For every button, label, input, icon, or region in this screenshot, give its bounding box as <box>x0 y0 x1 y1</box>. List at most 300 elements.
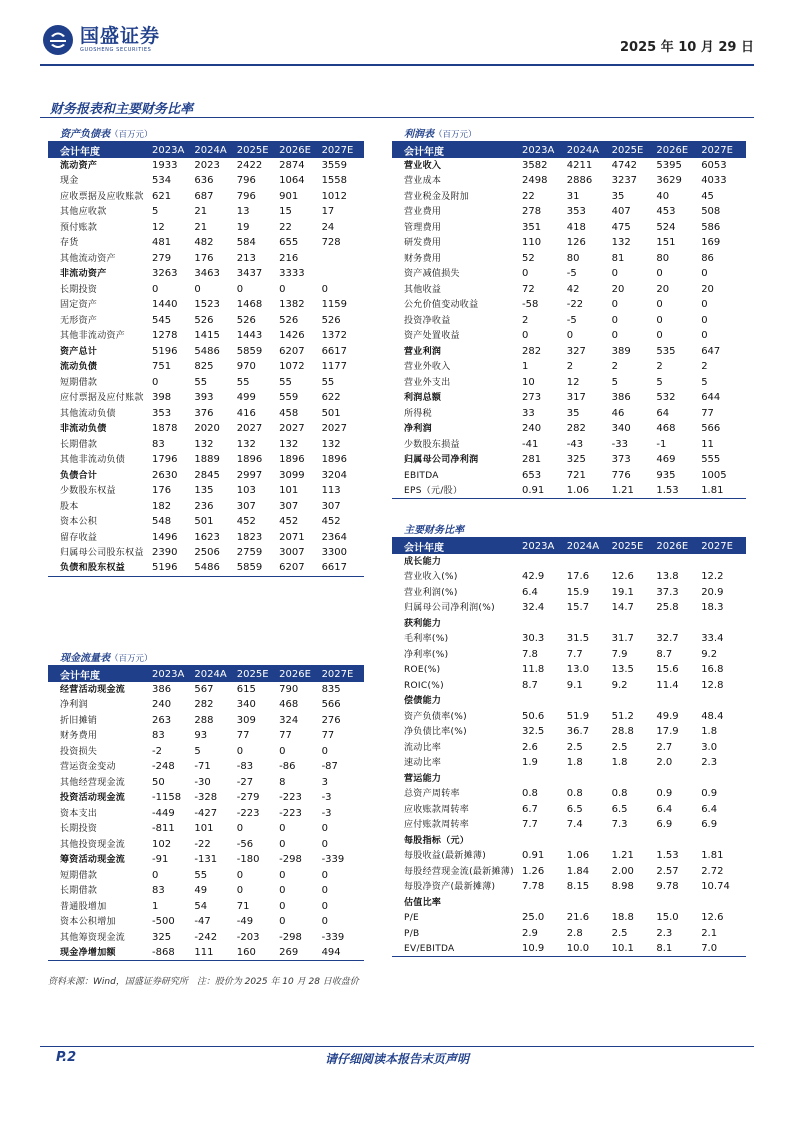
row-label: 长期投资 <box>60 284 98 295</box>
row-value: 77 <box>236 730 250 742</box>
row-value: 3437 <box>236 268 263 280</box>
row-label: 资本公积增加 <box>60 917 116 928</box>
row-value: 72 <box>522 283 535 295</box>
row-value: 240 <box>152 699 172 711</box>
row-label: 短期借款 <box>60 870 98 881</box>
row-value: 0 <box>279 283 286 295</box>
table-row <box>392 616 746 632</box>
row-value: 176 <box>152 485 172 497</box>
row-label: 无形资产 <box>60 315 98 326</box>
row-value: 567 <box>194 683 214 695</box>
header-year: 2027E <box>701 540 733 552</box>
row-value: 176 <box>194 252 214 264</box>
row-value: 418 <box>566 221 586 233</box>
row-value: 526 <box>194 314 214 326</box>
row-value: 534 <box>152 175 172 187</box>
table-row <box>392 313 746 329</box>
footer-divider <box>40 1046 754 1047</box>
income-statement-table <box>392 128 746 499</box>
row-value: 0 <box>152 283 159 295</box>
row-value: 7.9 <box>611 648 628 660</box>
row-label: 应收账款周转率 <box>404 804 470 815</box>
header-label: 会计年度 <box>404 542 444 554</box>
row-value: 393 <box>194 392 214 404</box>
row-value: 6.5 <box>566 803 583 815</box>
header-label: 会计年度 <box>404 146 444 158</box>
row-value: 278 <box>522 206 542 218</box>
row-value: 32.5 <box>522 726 545 738</box>
row-value: 532 <box>656 392 676 404</box>
row-value: -427 <box>194 807 218 819</box>
row-value: 2.00 <box>611 865 634 877</box>
row-value: -449 <box>152 807 175 819</box>
row-value: 71 <box>236 900 250 912</box>
row-value: 0 <box>321 745 328 757</box>
row-value: 2.3 <box>656 927 673 939</box>
header-year: 2023A <box>152 668 185 680</box>
row-value: 0 <box>321 283 328 295</box>
row-value: -22 <box>566 299 584 311</box>
row-value: 33.4 <box>701 633 724 645</box>
row-value: 5859 <box>236 345 263 357</box>
row-value: -223 <box>236 807 260 819</box>
table-row <box>392 220 746 236</box>
table-row <box>392 484 746 500</box>
row-value: 3.0 <box>701 741 718 753</box>
row-value: 77 <box>279 730 292 742</box>
row-value: -339 <box>321 854 345 866</box>
row-value: 5486 <box>194 562 220 574</box>
row-value: -3 <box>321 807 332 819</box>
row-value: 0 <box>279 900 286 912</box>
row-label: P/E <box>404 913 420 924</box>
table-row <box>392 329 746 345</box>
row-value: 4211 <box>566 159 593 171</box>
row-value: 236 <box>194 500 214 512</box>
row-value: -91 <box>152 854 169 866</box>
row-value: -49 <box>236 916 254 928</box>
row-label: 利润总额 <box>404 393 442 404</box>
row-value: 325 <box>152 931 172 943</box>
table-row <box>48 158 364 174</box>
row-value: 1468 <box>236 299 263 311</box>
row-value: 0 <box>321 823 328 835</box>
row-value: 647 <box>701 345 721 357</box>
row-value: 21.6 <box>566 912 590 924</box>
table-row <box>392 570 746 586</box>
report-date: 2025 年 10 月 29 日 <box>620 40 754 55</box>
row-value: 2.0 <box>656 757 673 769</box>
row-value: 2.7 <box>656 741 673 753</box>
row-value: 42 <box>566 283 580 295</box>
row-value: 77 <box>321 730 335 742</box>
row-value: 13.8 <box>656 571 679 583</box>
row-value: 559 <box>279 392 299 404</box>
row-value: 6053 <box>701 159 727 171</box>
row-value: 5 <box>656 376 663 388</box>
table-row <box>392 360 746 376</box>
row-label: 投资净收益 <box>404 315 451 326</box>
row-label: 总资产周转率 <box>404 789 460 800</box>
row-value: 469 <box>656 454 676 466</box>
table-row <box>48 189 364 205</box>
row-value: 2422 <box>236 159 263 171</box>
row-value: 2.5 <box>566 741 583 753</box>
row-value: 132 <box>279 438 299 450</box>
row-value: 35 <box>566 407 580 419</box>
row-value: 0 <box>152 376 159 388</box>
row-value: 1382 <box>279 299 305 311</box>
row-value: 0 <box>611 268 618 280</box>
row-value: 8.7 <box>522 679 538 691</box>
row-value: 7.8 <box>522 648 538 660</box>
row-value: 545 <box>152 314 172 326</box>
row-value: 20 <box>701 283 714 295</box>
row-value: 35 <box>611 190 625 202</box>
row-value: 307 <box>279 500 299 512</box>
row-value: 524 <box>656 221 676 233</box>
row-value: 282 <box>194 699 214 711</box>
row-value: 452 <box>321 516 341 528</box>
row-label: 资本公积 <box>60 517 98 528</box>
row-value: 1.06 <box>566 484 590 496</box>
table-row <box>48 422 364 438</box>
row-value: 37.3 <box>656 586 679 598</box>
row-value: 2.1 <box>701 927 718 939</box>
table-row <box>392 880 746 896</box>
row-label: 营业利润 <box>404 346 442 357</box>
row-value: 0 <box>522 268 529 280</box>
table-row <box>392 818 746 834</box>
row-value: 281 <box>522 454 542 466</box>
row-value: 501 <box>194 516 214 528</box>
row-value: 482 <box>194 237 214 249</box>
header-year: 2026E <box>656 540 689 552</box>
row-value: 2 <box>566 361 574 373</box>
row-value: -3 <box>321 792 332 804</box>
table-row <box>392 647 746 663</box>
row-value: 25.8 <box>656 602 679 614</box>
header-year: 2026E <box>656 144 689 156</box>
table-row <box>392 236 746 252</box>
row-label: 其他筹资现金流 <box>60 932 126 943</box>
row-value: 51.2 <box>611 710 634 722</box>
row-value: 83 <box>152 885 165 897</box>
row-value: 3300 <box>321 547 348 559</box>
row-value: 2759 <box>236 547 263 559</box>
row-label: 折旧摊销 <box>60 715 98 726</box>
table-row <box>392 267 746 283</box>
row-value: 9.78 <box>656 881 679 893</box>
row-label: P/B <box>404 928 420 939</box>
row-value: 1889 <box>194 454 220 466</box>
row-value: 1415 <box>194 330 220 342</box>
row-value: 0 <box>279 869 286 881</box>
table-row <box>48 822 364 838</box>
row-value: 49 <box>194 885 208 897</box>
row-value: 20 <box>611 283 625 295</box>
row-value: 182 <box>152 500 172 512</box>
row-value: 6.4 <box>522 586 538 598</box>
row-value: 77 <box>701 407 714 419</box>
row-value: 15.7 <box>566 602 590 614</box>
section-title-text: 财务报表和主要财务比率 <box>50 102 194 117</box>
row-value: -248 <box>152 761 175 773</box>
row-value: 48.4 <box>701 710 724 722</box>
row-value: 327 <box>566 345 586 357</box>
row-label: 资本支出 <box>60 808 98 819</box>
row-value: 276 <box>321 714 341 726</box>
table-row <box>48 930 364 946</box>
row-label: 流动负债 <box>60 362 98 373</box>
row-value: -328 <box>194 792 218 804</box>
row-value: 22 <box>522 190 535 202</box>
table-row <box>48 853 364 869</box>
header-year: 2026E <box>279 144 311 156</box>
row-value: 30.3 <box>522 633 545 645</box>
row-value: 1440 <box>152 299 178 311</box>
row-value: -30 <box>194 776 211 788</box>
row-value: 2.5 <box>611 741 628 753</box>
row-label: 管理费用 <box>404 222 442 233</box>
row-value: 622 <box>321 392 341 404</box>
row-value: 373 <box>611 454 631 466</box>
company-logo <box>42 24 160 56</box>
row-value: 751 <box>152 361 172 373</box>
row-value: 776 <box>611 469 631 481</box>
row-value: 1.21 <box>611 850 634 862</box>
row-value: 0 <box>522 330 529 342</box>
row-label: 留存收益 <box>60 532 98 543</box>
row-value: 7.4 <box>566 819 583 831</box>
row-label: 负债合计 <box>60 470 98 481</box>
row-label: 其他收益 <box>404 284 442 295</box>
table-row <box>392 554 746 570</box>
header-year: 2024A <box>194 668 227 680</box>
row-value: 2.8 <box>566 927 583 939</box>
row-value: 2997 <box>236 469 263 481</box>
row-value: 3582 <box>522 159 548 171</box>
table-row <box>392 771 746 787</box>
row-value: 307 <box>321 500 341 512</box>
row-value: 240 <box>522 423 542 435</box>
row-label: 净利率(%) <box>404 649 449 660</box>
row-label: 其他非流动资产 <box>60 331 126 342</box>
row-value: 273 <box>522 392 542 404</box>
row-value: 0 <box>656 314 663 326</box>
row-value: 1 <box>522 361 529 373</box>
row-value: 2498 <box>522 175 548 187</box>
row-value: 468 <box>279 699 299 711</box>
row-value: 1.84 <box>566 865 590 877</box>
row-value: 1159 <box>321 299 348 311</box>
row-value: -58 <box>522 299 539 311</box>
row-value: 13 <box>236 206 250 218</box>
source-note: 资料来源：Wind，国盛证券研究所 注：股价为 2025 年 10 月 28 日收盘价 <box>48 977 359 987</box>
row-value: 1372 <box>321 330 348 342</box>
table-unit: （百万元） <box>110 130 153 140</box>
table-row <box>392 942 746 958</box>
row-value: 386 <box>611 392 631 404</box>
row-value: 3204 <box>321 469 348 481</box>
table-unit: （百万元） <box>110 654 153 664</box>
row-value: 2886 <box>566 175 593 187</box>
table-row <box>392 189 746 205</box>
row-value: 18.3 <box>701 602 724 614</box>
row-value: 8 <box>279 776 286 788</box>
row-value: 6617 <box>321 345 348 357</box>
row-value: 111 <box>194 946 214 958</box>
row-value: 2023 <box>194 159 220 171</box>
row-label: 短期借款 <box>60 377 98 388</box>
row-value: 102 <box>152 838 172 850</box>
row-label: EBITDA <box>404 470 439 481</box>
row-label: 营运资金变动 <box>60 762 116 773</box>
table-row <box>48 775 364 791</box>
row-value: 0 <box>611 330 618 342</box>
row-value: -43 <box>566 438 584 450</box>
header-year: 2025E <box>236 668 269 680</box>
row-value: 0 <box>279 916 286 928</box>
table-header-row <box>392 538 746 554</box>
row-label: EV/EBITDA <box>404 943 455 954</box>
row-value: 15.6 <box>656 664 679 676</box>
row-value: 566 <box>321 699 341 711</box>
row-value: 2.5 <box>611 927 628 939</box>
row-value: 728 <box>321 237 341 249</box>
row-value: 475 <box>611 221 631 233</box>
row-value: 325 <box>566 454 586 466</box>
row-value: 213 <box>236 252 256 264</box>
row-value: -1158 <box>152 792 182 804</box>
row-value: 10.9 <box>522 942 545 954</box>
table-row <box>48 729 364 745</box>
table-row <box>392 802 746 818</box>
row-label: ROIC(%) <box>404 680 444 691</box>
row-label: 少数股东权益 <box>60 486 116 497</box>
row-label: 营业利润(%) <box>404 587 458 598</box>
header-year: 2027E <box>701 144 733 156</box>
table-row <box>392 926 746 942</box>
header-year: 2025E <box>611 540 644 552</box>
table-row <box>392 391 746 407</box>
row-value: 2390 <box>152 547 178 559</box>
row-value: 0 <box>701 268 708 280</box>
table-row <box>48 682 364 698</box>
row-value: 101 <box>279 485 299 497</box>
row-value: 1796 <box>152 454 178 466</box>
row-value: 8.7 <box>656 648 673 660</box>
table-row <box>392 694 746 710</box>
row-value: 20 <box>656 283 670 295</box>
row-value: -71 <box>194 761 211 773</box>
table-row <box>392 709 746 725</box>
row-value: -339 <box>321 931 345 943</box>
row-value: 9.1 <box>566 679 583 691</box>
table-row <box>48 329 364 345</box>
table-row <box>392 632 746 648</box>
row-value: 566 <box>701 423 721 435</box>
row-value: 17.9 <box>656 726 679 738</box>
row-value: 132 <box>321 438 341 450</box>
row-value: 0.91 <box>522 850 545 862</box>
row-value: 11 <box>701 438 714 450</box>
row-value: 0 <box>279 885 286 897</box>
header-year: 2025E <box>611 144 644 156</box>
row-value: 0 <box>656 268 663 280</box>
row-value: 526 <box>279 314 299 326</box>
row-value: 0 <box>656 299 663 311</box>
row-value: -33 <box>611 438 628 450</box>
row-value: 10.0 <box>566 942 590 954</box>
row-label: 投资损失 <box>60 746 98 757</box>
table-row <box>48 298 364 314</box>
row-label: 少数股东损益 <box>404 439 460 450</box>
row-value: 3099 <box>279 469 305 481</box>
table-row <box>392 468 746 484</box>
row-value: 1496 <box>152 531 178 543</box>
table-row <box>48 515 364 531</box>
row-label: 营业收入 <box>404 160 442 171</box>
row-value: 2 <box>656 361 663 373</box>
table-row <box>48 899 364 915</box>
row-value: -5 <box>566 314 577 326</box>
row-value: 340 <box>236 699 256 711</box>
financial-ratios-table <box>392 524 746 957</box>
row-label: 成长能力 <box>404 556 442 567</box>
row-value: 2020 <box>194 423 220 435</box>
row-value: 1523 <box>194 299 220 311</box>
row-value: 1 <box>152 900 159 912</box>
row-value: 353 <box>566 206 586 218</box>
row-label: 现金 <box>60 176 79 187</box>
row-label: 固定资产 <box>60 300 98 311</box>
row-value: 110 <box>522 237 542 249</box>
row-value: 103 <box>236 485 256 497</box>
table-row <box>392 663 746 679</box>
row-value: 458 <box>279 407 299 419</box>
row-value: 49.9 <box>656 710 679 722</box>
row-value: 687 <box>194 190 214 202</box>
row-value: 0 <box>279 745 286 757</box>
row-value: -22 <box>194 838 211 850</box>
table-title <box>48 652 364 666</box>
table-row <box>392 158 746 174</box>
row-value: 309 <box>236 714 256 726</box>
header-year: 2023A <box>522 144 555 156</box>
row-label: 净利润 <box>60 700 88 711</box>
row-value: 2506 <box>194 547 220 559</box>
row-label: 每股指标（元） <box>404 835 470 846</box>
row-value: -298 <box>279 854 302 866</box>
table-row <box>48 546 364 562</box>
row-value: 1012 <box>321 190 348 202</box>
table-row <box>48 267 364 283</box>
row-value: -180 <box>236 854 260 866</box>
row-value: 288 <box>194 714 214 726</box>
row-value: 17.6 <box>566 571 590 583</box>
table-row <box>48 698 364 714</box>
page-number: P.2 <box>56 1050 77 1065</box>
row-label: 流动资产 <box>60 160 98 171</box>
row-value: 452 <box>279 516 299 528</box>
row-value: 50.6 <box>522 710 545 722</box>
row-value: 386 <box>152 683 172 695</box>
row-value: 12.6 <box>701 912 724 924</box>
table-title <box>392 524 746 538</box>
logo-english-name: GUOSHENG SECURITIES <box>80 47 152 53</box>
row-value: 340 <box>611 423 631 435</box>
